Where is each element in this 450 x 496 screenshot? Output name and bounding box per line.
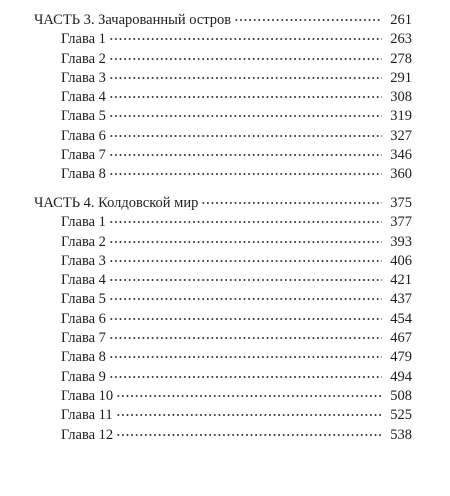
toc-chapter-title: Глава 12	[61, 426, 114, 443]
toc-chapter-entry[interactable]	[34, 213, 412, 232]
toc-chapter-title: Глава 8	[61, 166, 106, 183]
toc-chapter-entry[interactable]	[34, 368, 412, 387]
dot-leader	[109, 356, 382, 358]
toc-page-number: 406	[390, 252, 412, 269]
dot-leader	[109, 241, 382, 243]
toc-page-number: 377	[390, 214, 412, 231]
dot-leader	[109, 221, 382, 223]
toc-page-number: 319	[390, 108, 412, 125]
toc-page-number: 261	[390, 12, 412, 28]
dot-leader	[109, 260, 382, 262]
toc-chapter-title: Глава 3	[61, 252, 106, 269]
toc-part-4-section	[34, 194, 412, 445]
toc-chapter-title: Глава 8	[61, 349, 106, 366]
dot-leader	[109, 298, 382, 300]
toc-chapter-entry[interactable]	[34, 271, 412, 290]
toc-chapter-entry[interactable]	[34, 348, 412, 367]
toc-page-number: 375	[390, 195, 412, 211]
toc-part-heading[interactable]	[34, 194, 412, 213]
dot-leader	[109, 135, 382, 137]
toc-chapter-entry[interactable]	[34, 50, 412, 69]
toc-page-number: 525	[390, 407, 412, 424]
toc-chapter-title: Глава 10	[61, 387, 114, 404]
dot-leader	[234, 19, 382, 21]
toc-chapter-title: Глава 5	[61, 291, 106, 308]
toc-page-number: 327	[390, 127, 412, 144]
toc-chapter-entry[interactable]	[34, 88, 412, 107]
toc-chapter-title: Глава 3	[61, 69, 106, 86]
toc-chapter-entry[interactable]	[34, 165, 412, 184]
dot-leader	[109, 376, 382, 378]
dot-leader	[201, 202, 382, 204]
toc-page-number: 494	[390, 368, 412, 385]
dot-leader	[109, 115, 382, 117]
toc-chapter-title: Глава 2	[61, 233, 106, 250]
toc-page-number: 308	[390, 89, 412, 106]
toc-page-number: 421	[390, 272, 412, 289]
toc-chapter-title: Глава 6	[61, 310, 106, 327]
dot-leader	[109, 77, 382, 79]
toc-chapter-entry[interactable]	[34, 127, 412, 146]
dot-leader	[109, 318, 382, 320]
toc-chapter-entry[interactable]	[34, 406, 412, 425]
toc-chapter-title: Глава 1	[61, 214, 106, 231]
toc-chapter-entry[interactable]	[34, 329, 412, 348]
dot-leader	[116, 395, 382, 397]
toc-page-number: 291	[390, 69, 412, 86]
toc-part-title: ЧАСТЬ 3. Зачарованный остров	[34, 12, 232, 28]
toc-page-number: 467	[390, 330, 412, 347]
toc-page-number: 346	[390, 147, 412, 164]
toc-page-number: 360	[390, 166, 412, 183]
toc-page-number: 437	[390, 291, 412, 308]
toc-part-heading[interactable]	[34, 11, 412, 30]
toc-chapter-title: Глава 7	[61, 330, 106, 347]
toc-page-number: 263	[390, 31, 412, 48]
dot-leader	[109, 154, 382, 156]
dot-leader	[109, 58, 382, 60]
toc-part-3-section	[34, 11, 412, 185]
toc-chapter-title: Глава 11	[61, 407, 113, 424]
toc-chapter-entry[interactable]	[34, 69, 412, 88]
dot-leader	[109, 38, 382, 40]
toc-chapter-entry[interactable]	[34, 233, 412, 252]
toc-page-number: 538	[390, 426, 412, 443]
dot-leader	[109, 96, 382, 98]
toc-chapter-title: Глава 4	[61, 89, 106, 106]
toc-chapter-entry[interactable]	[34, 290, 412, 309]
toc-chapter-entry[interactable]	[34, 146, 412, 165]
dot-leader	[116, 414, 382, 416]
toc-chapter-entry[interactable]	[34, 107, 412, 126]
toc-chapter-entry[interactable]	[34, 426, 412, 445]
toc-page-number: 479	[390, 349, 412, 366]
dot-leader	[109, 337, 382, 339]
toc-chapter-title: Глава 9	[61, 368, 106, 385]
toc-page-number: 454	[390, 310, 412, 327]
dot-leader	[109, 279, 382, 281]
toc-page-number: 278	[390, 50, 412, 67]
toc-chapter-title: Глава 1	[61, 31, 106, 48]
dot-leader	[109, 173, 382, 175]
toc-chapter-title: Глава 4	[61, 272, 106, 289]
dot-leader	[116, 434, 382, 436]
toc-chapter-title: Глава 5	[61, 108, 106, 125]
toc-chapter-entry[interactable]	[34, 252, 412, 271]
toc-page-number: 393	[390, 233, 412, 250]
toc-chapter-entry[interactable]	[34, 387, 412, 406]
toc-chapter-title: Глава 2	[61, 50, 106, 67]
toc-page-number: 508	[390, 387, 412, 404]
toc-part-title: ЧАСТЬ 4. Колдовской мир	[34, 195, 199, 211]
toc-chapter-title: Глава 7	[61, 147, 106, 164]
toc-chapter-entry[interactable]	[34, 310, 412, 329]
toc-chapter-entry[interactable]	[34, 30, 412, 49]
toc-chapter-title: Глава 6	[61, 127, 106, 144]
